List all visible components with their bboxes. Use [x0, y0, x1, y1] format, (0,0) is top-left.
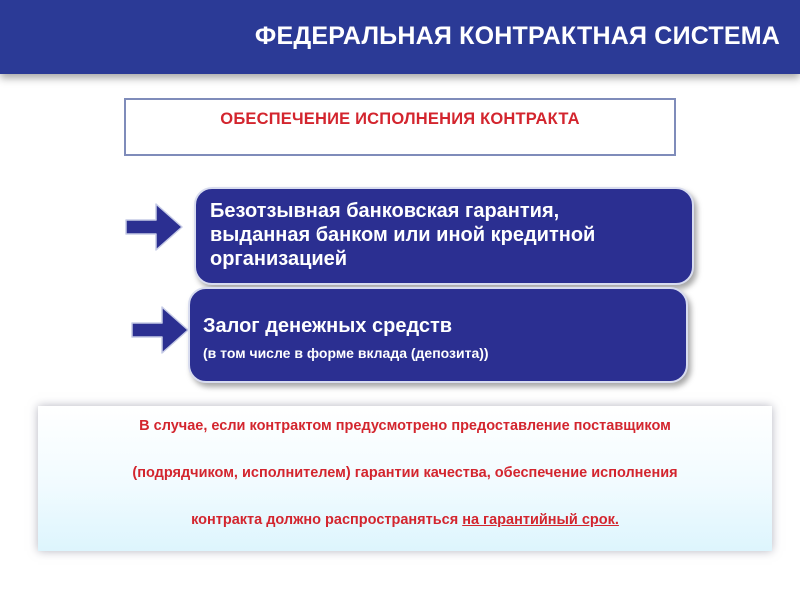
subtitle-text: ОБЕСПЕЧЕНИЕ ИСПОЛНЕНИЯ КОНТРАКТА	[220, 110, 580, 128]
note-line-text: контракта должно распространяться	[191, 512, 463, 528]
subtitle-box	[124, 98, 676, 156]
page-title: ФЕДЕРАЛЬНАЯ КОНТРАКТНАЯ СИСТЕМА	[254, 22, 780, 50]
option-bank-guarantee-text: Безотзывная банковская гарантия, выданная банком или иной кредитной организацией	[210, 200, 596, 270]
note-line	[38, 512, 772, 528]
option-cash-deposit-subtitle: (в том числе в форме вклада (депозита))	[203, 345, 489, 361]
right-arrow-icon	[130, 303, 190, 357]
option-cash-deposit-title: Залог денежных средств	[203, 315, 453, 337]
note-line: В случае, если контрактом предусмотрено предоставление поставщиком	[139, 418, 671, 434]
warranty-period-emphasis: на гарантийный срок.	[462, 512, 619, 528]
option-bank-guarantee	[194, 187, 694, 285]
warranty-note-box	[38, 406, 772, 551]
note-line: (подрядчиком, исполнителем) гарантии качества, обеспечение исполнения	[132, 465, 678, 481]
header-bar	[0, 0, 800, 74]
option-cash-deposit	[188, 287, 688, 383]
right-arrow-icon	[124, 200, 184, 254]
